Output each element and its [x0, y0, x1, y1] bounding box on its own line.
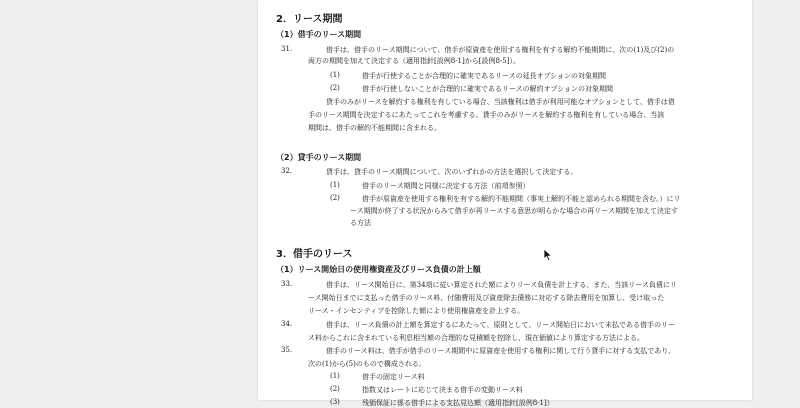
list-item-text: ース期間が終了する状況からみて借手が再リースする意思が明らかな場合の再リース期間を加えて決定す — [350, 207, 678, 215]
subheading-lessee-lease-term: （1）借手のリース期間 — [276, 30, 362, 39]
paragraph-34-line: 借手は、リース負債の計上額を算定するにあたって、原則として、リース開始日において未払である借手のリー — [326, 321, 676, 329]
list-item-marker: (1) — [330, 372, 340, 380]
paragraph-33-line: ース開始日までに支払った借手のリース料、付随費用及び資産除去債務に対応する除去費用を加算し、受け取った — [308, 294, 665, 302]
section-heading-lease-term: 2．リース期間 — [276, 14, 343, 25]
paragraph-31-line: 借手は、借手のリース期間について、借手が原資産を使用する権利を有する解約不能期間に、次の(1)及び(2)の — [326, 46, 675, 54]
list-item-marker: (3) — [330, 398, 340, 406]
paragraph-number-31: 31. — [281, 45, 293, 53]
paragraph-31-line: 両方の期間を加えて決定する（適用指針[設例8-1]から[設例8-5]）。 — [308, 57, 520, 65]
list-item-text: 借手の固定リース料 — [362, 373, 425, 381]
document-page — [258, 0, 752, 407]
list-item-marker: (2) — [330, 385, 340, 393]
paragraph-number-32: 32. — [281, 167, 293, 175]
paragraph-number-35: 35. — [281, 346, 293, 354]
paragraph-33-line: リース・インセンティブを控除した額により使用権資産を計上する。 — [308, 307, 525, 315]
list-item-marker: (2) — [330, 194, 340, 202]
list-item-text: 指数又はレートに応じて決まる借手の変動リース料 — [362, 386, 523, 394]
subheading-lessor-lease-term: （2）貸手のリース期間 — [276, 153, 362, 162]
paragraph-32-line: 貸手は、貸手のリース期間について、次のいずれかの方法を選択して決定する。 — [326, 168, 578, 176]
list-item-text: る方法 — [350, 219, 371, 227]
list-item-text: 借手のリース期間と同様に決定する方法（前項参照） — [362, 182, 530, 190]
mouse-pointer-icon — [543, 248, 553, 262]
paragraph-33-line: 借手は、リース開始日に、第34項に従い算定された額によりリース負債を計上する。また、当該リース負債にリ — [326, 281, 677, 289]
paragraph-number-33: 33. — [281, 280, 293, 288]
paragraph-31-continuation: 手のリース期間を決定するにあたってこれを考慮する。貸手のみがリースを解約する権利を有している場合、当該 — [308, 111, 665, 119]
subheading-initial-measurement: （1）リース開始日の使用権資産及びリース負債の計上額 — [276, 265, 481, 274]
list-item-marker: (1) — [330, 71, 340, 79]
paragraph-number-34: 34. — [281, 320, 293, 328]
paragraph-31-continuation: 貸手のみがリースを解約する権利を有している場合、当該権利は借手が利用可能なオプションとして、借手は借 — [326, 98, 675, 106]
paragraph-35-line: 借手のリース料は、借手が借手のリース期間中に原資産を使用する権利に関して行う貸手に対する支払であり、 — [326, 347, 676, 355]
list-item-marker: (2) — [330, 84, 340, 92]
list-item-text: 残価保証に係る借手による支払見込額（適用指針[設例8-1]） — [362, 399, 554, 407]
paragraph-34-line: ス料からこれに含まれている利息相当額の合理的な見積額を控除し、現在価値により算定する方法による。 — [308, 334, 644, 342]
list-item-text: 借手が原資産を使用する権利を有する解約不能期間（事実上解約不能と認められる期間を含む。）にリ — [362, 195, 681, 203]
list-item-marker: (1) — [330, 181, 340, 189]
list-item-text: 借手が行使することが合理的に確実であるリースの延長オプションの対象期間 — [362, 72, 607, 80]
list-item-text: 借手が行使しないことが合理的に確実であるリースの解約オプションの対象期間 — [362, 85, 614, 93]
section-heading-lessee-lease: 3．借手のリース — [276, 249, 353, 260]
paragraph-35-line: 次の(1)から(5)のもので構成される。 — [308, 360, 426, 368]
paragraph-31-continuation: 期間は、借手の解約不能期間に含まれる。 — [308, 124, 441, 132]
